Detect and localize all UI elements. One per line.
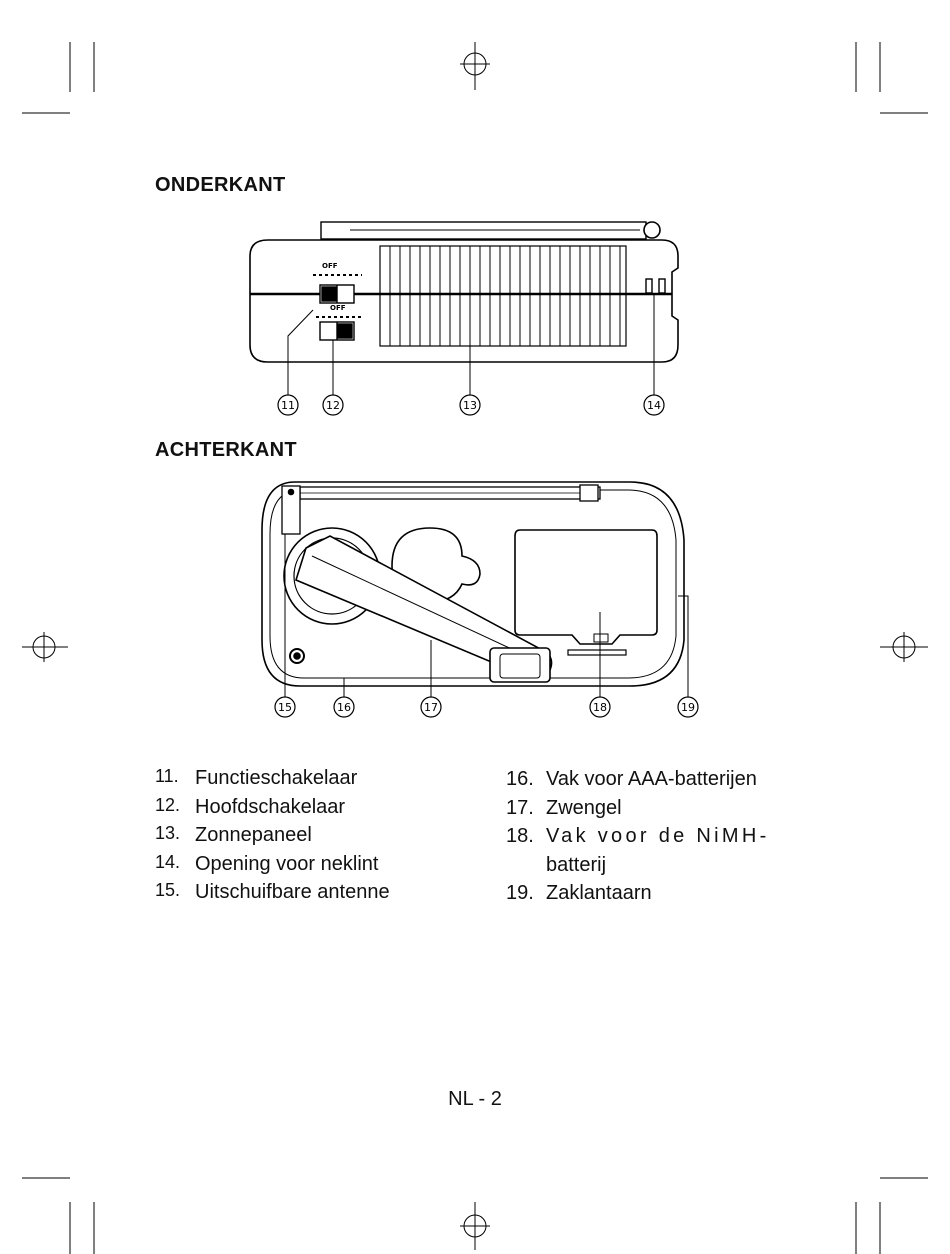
item-label: Hoofdschakelaar: [195, 795, 346, 818]
item-number: 15.: [155, 880, 181, 900]
list-item: [506, 879, 770, 908]
list-item: [155, 878, 390, 907]
item-label: Vak voor AAA-batterijen: [546, 768, 757, 790]
list-item: [506, 794, 770, 823]
callout-19: 19: [681, 701, 695, 714]
item-label: Uitschuifbare antenne: [195, 881, 390, 903]
item-number: 18.: [506, 825, 534, 847]
list-item: [506, 765, 770, 794]
legend-list-left: [155, 764, 390, 907]
callout-18: 18: [593, 701, 607, 714]
item-label: Vak voor de NiMH-: [546, 825, 770, 847]
list-item: [155, 764, 390, 793]
item-label: Zaklantaarn: [546, 882, 652, 904]
section-title-back: ACHTERKANT: [155, 439, 297, 461]
item-label: Zonnepaneel: [195, 824, 312, 846]
list-item-continuation: [506, 851, 770, 880]
legend-list-right: [506, 765, 770, 908]
item-label: Functieschakelaar: [195, 767, 358, 789]
list-item: [155, 850, 390, 879]
callout-16: 16: [337, 701, 351, 714]
item-label: Zwengel: [546, 796, 622, 819]
item-number: 13.: [155, 823, 181, 843]
callout-11: 11: [281, 399, 295, 412]
item-number: 19.: [506, 882, 534, 904]
callout-14: 14: [647, 399, 661, 412]
switch-label-bottom: OFF: [330, 304, 346, 312]
item-number: 16.: [506, 768, 534, 790]
callout-15: 15: [278, 701, 292, 714]
item-number: 12.: [155, 794, 181, 815]
item-number: 14.: [155, 851, 181, 872]
callout-17: 17: [424, 701, 438, 714]
list-item: [155, 793, 390, 822]
section-title-bottom: ONDERKANT: [155, 174, 286, 196]
item-label: batterij: [546, 853, 607, 876]
list-item: [506, 822, 770, 851]
item-label: Opening voor neklint: [195, 852, 379, 875]
callout-13: 13: [463, 399, 477, 412]
switch-label-top: OFF: [322, 262, 338, 270]
callout-12: 12: [326, 399, 340, 412]
item-number: 17.: [506, 796, 534, 819]
page-number: NL - 2: [448, 1088, 502, 1110]
list-item: [155, 821, 390, 850]
item-number: 11.: [155, 766, 179, 786]
